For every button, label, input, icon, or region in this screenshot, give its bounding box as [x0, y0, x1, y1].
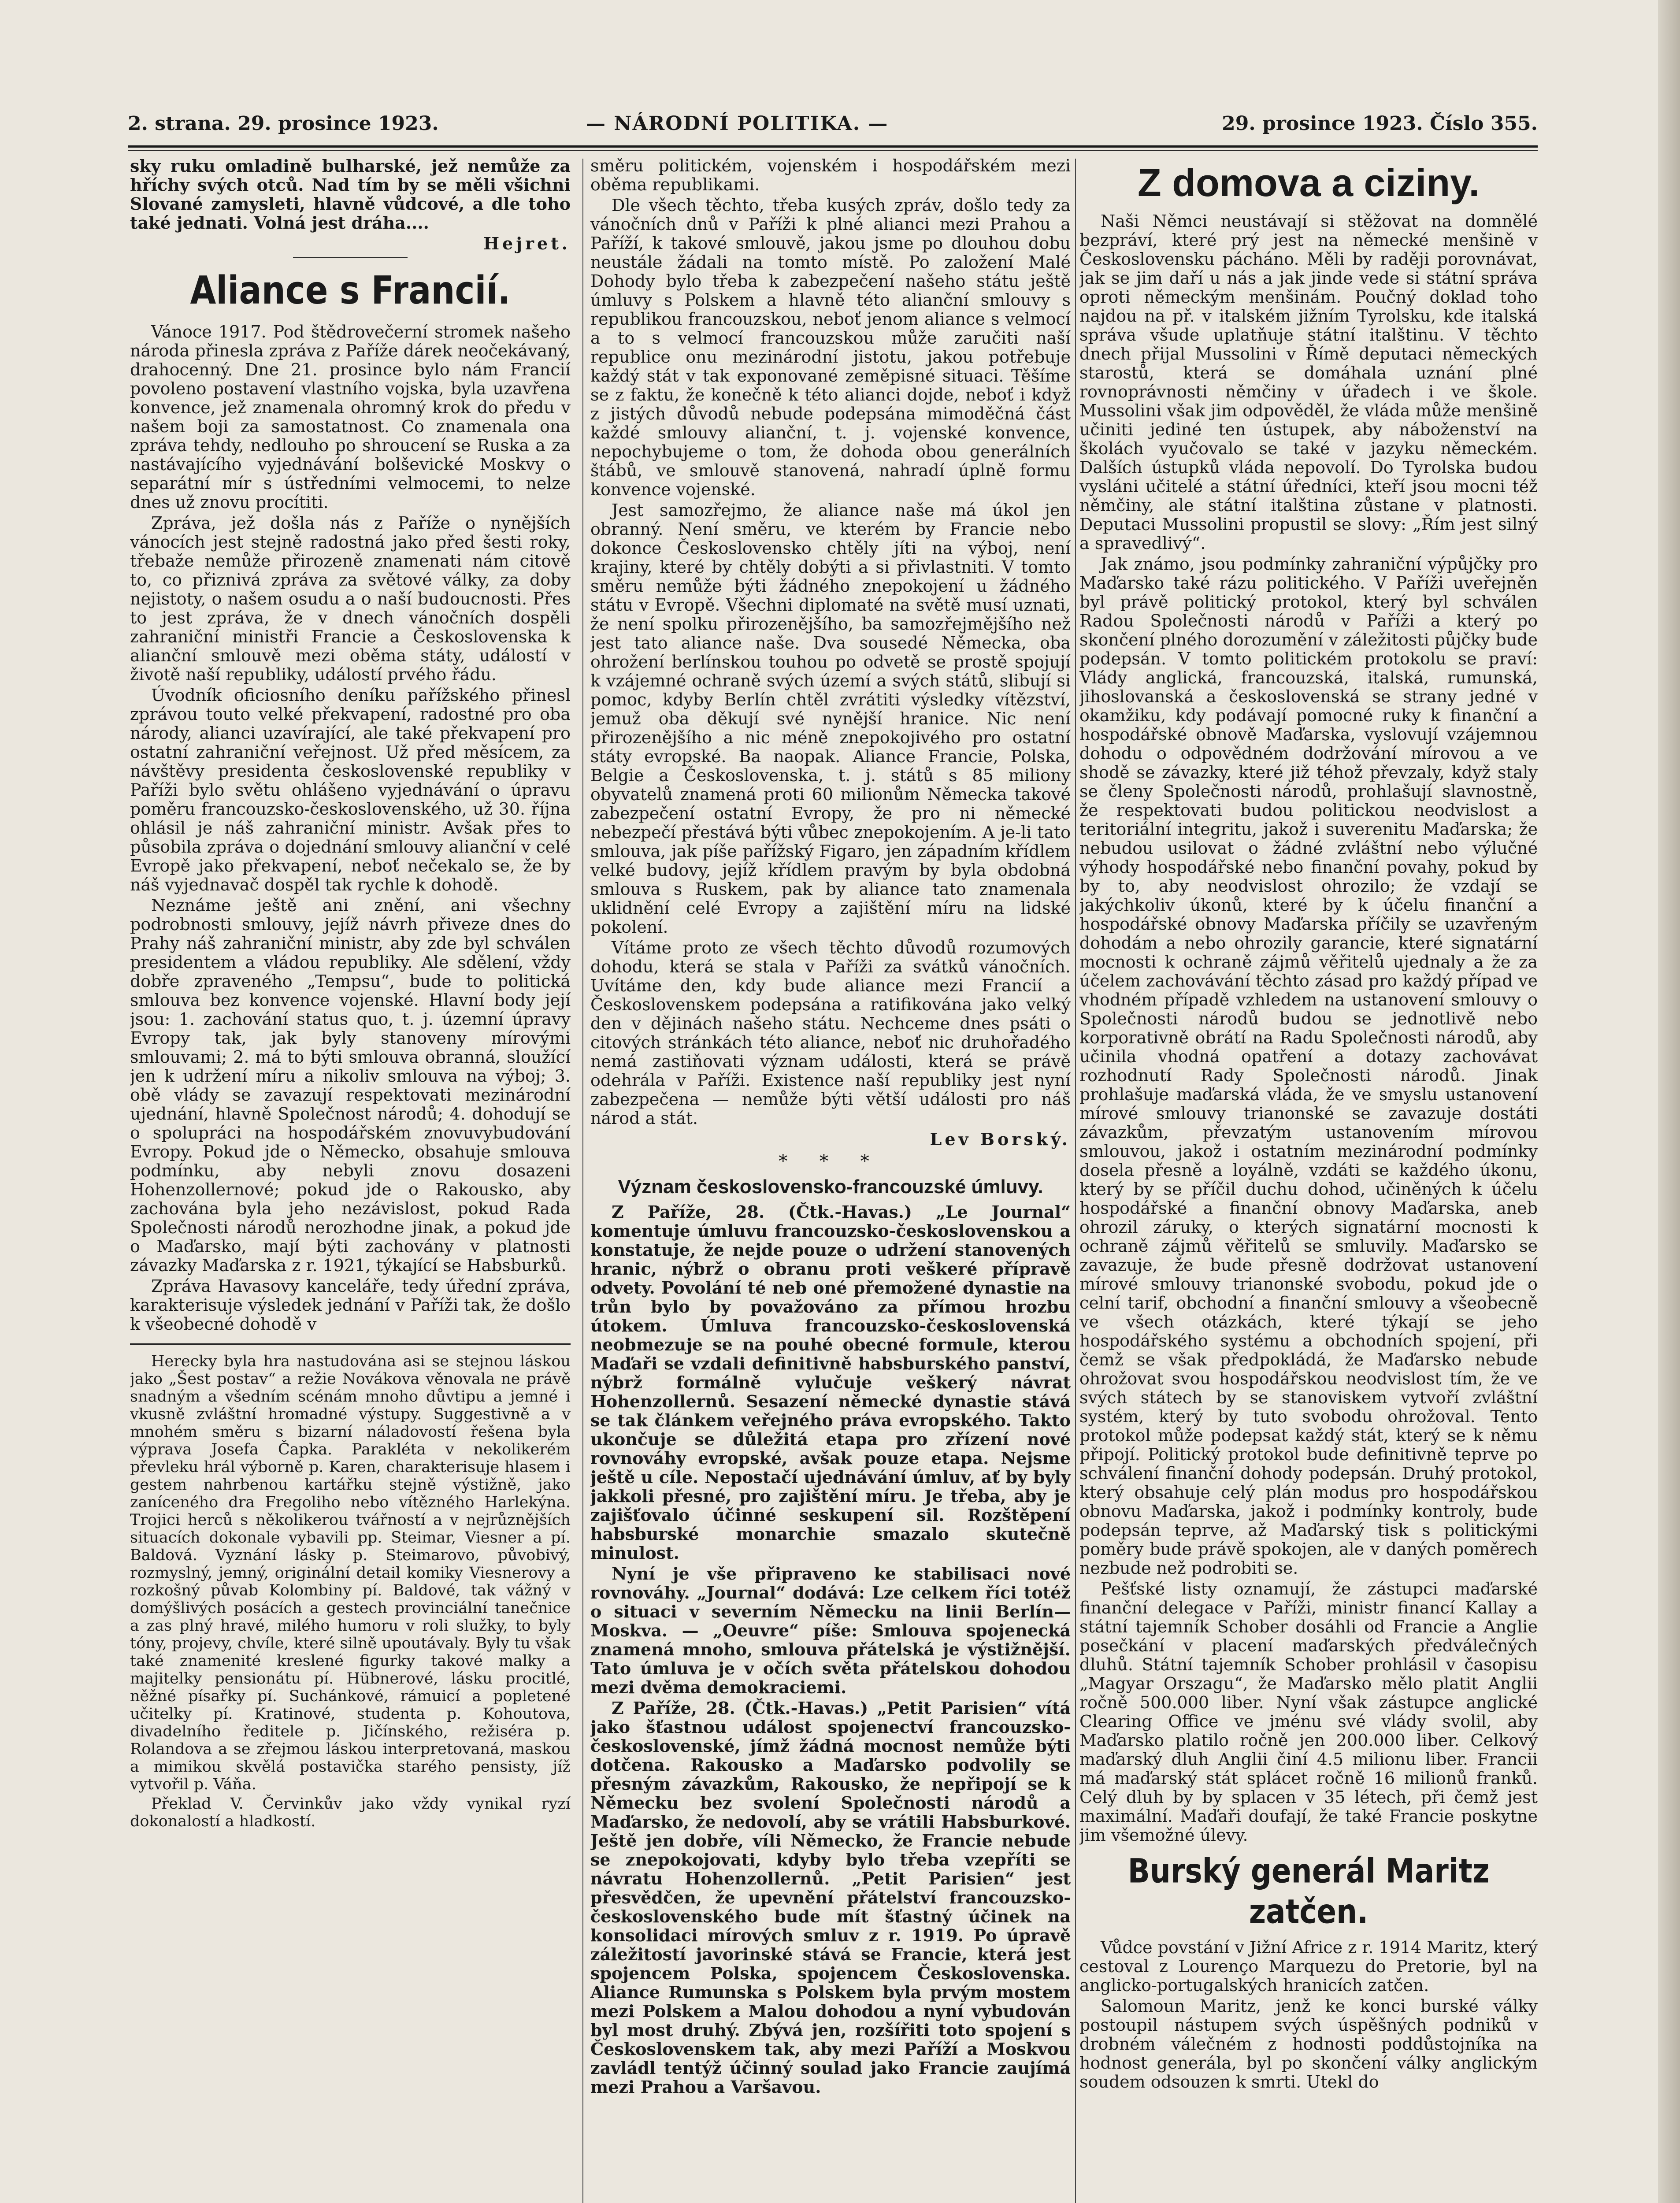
article-paragraph: Neznáme ještě ani znění, ani všechny podrobnosti smlouvy, jejíž návrh přiveze dnes do Prahy náš zahraniční ministr, aby zde byl schválen presidentem a vládou republiky. Ale sdělení, vždy dobře zpraveného „Tempsu“, bude to politická smlouva bez konvence vojenské. Hlavní body její jsou: 1. zachování status quo, t. j. územní úpravy Evropy tak, jak byly stanoveny mírovými smlouvami; 2. má to býti smlouva obranná, sloužící jen k udržení míru a nikoliv smlouva na výboj; 3. obě vlády se zavazují respektovati mezinárodní ujednání, hlavně Společnost národů; 4. dohodují se o spolupráci na hospodářském znovuvybudování Evropy. Pokud jde o Německo, obsahuje smlouva podmínku, aby nebyli znovu dosazeni Hohenzollernové; pokud jde o Rakousko, aby zachována byla jeho nezávislost, pokud Rada Společnosti národů nerozhodne jinak, a pokud jde o Maďarsko, mají býti zachovány v platnosti závazky Maďarska z r. 1921, týkající se Habsburků. — [130, 896, 571, 1275]
news-paragraph: Naši Němci neustávají si stěžovat na domnělé bezpráví, které prý jest na německé menšině v Československu pácháno. Měli by raději porovnávat, jak se jim daří u nás a jak jinde vede si státní správa oproti německým menšinám. Poučný doklad toho najdou na př. v italském jižním Tyrolsku, kde italská správa všude uplatňuje státní italštinu. V těchto dnech přijal Mussolini v Římě deputaci německých starostů, která se domáhala uznání plné rovnoprávnosti němčiny v úřadech i ve škole. Mussolini však jim odpověděl, že vláda může menšině učiniti jediné ten ústupek, aby náboženství na školách vyučovalo se také v jazyku německém. Dalších ústupků vláda nepovolí. Do Tyrolska budou vysláni učitelé a státní úředníci, kteří jsou mocni též němčiny, ale státní italština zůstane v platnosti. Deputaci Mussolini propustil se slovy: „Řím jest silný a spravedlivý“. — [1079, 211, 1538, 553]
news-paragraph: Z Paříže, 28. (Čtk.-Havas.) „Petit Parisien“ vítá jako šťastnou událost spojenectví francouzsko-československé, jímž žádná mocnost nemůže býti dotčena. Rakousko a Maďarsko podvolily se přesným závazkům, Rakousko, že nepřipojí se k Německu bez svolení Společnosti národů a Maďarsko, že nedovolí, aby se vrátili Habsburkové. Ještě jen dobře, víli Německo, že Francie nebude se znepokojovati, kdyby bylo třeba vzepříti se návratu Hohenzollernů. „Petit Parisien“ jest přesvědčen, že upevnění přátelství francouzsko-československého bude mít šťastný účinek na konsolidaci mírových smluv z r. 1919. Po úpravě záležitostí javorinské stává se Francie, která jest spojencem Polska, spojencem Československa. Aliance Rumunska s Polskem byla prvým mostem mezi Polskem a Malou dohodou a nyní vybudován byl most druhý. Zbývá jen, rozšířiti toto spojení s Československem tak, aby mezi Paříží a Moskvou zavládl tentýž účinný soulad jako Francie zaujímá mezi Prahou a Varšavou. — [590, 1698, 1071, 2097]
news-paragraph: Jak známo, jsou podmínky zahraniční výpůjčky pro Maďarsko také rázu politického. V Paříži uveřejněn byl právě politický protokol, který byl schválen Radou Společnosti národů v Paříži a který po skončení plného dorozumění v záležitosti půjčky bude podepsán. V tomto politickém protokolu se praví: Vlády anglická, francouzská, italská, rumunská, jihoslovanská a československá se strany jedné v okamžiku, kdy podávají pomocné ruky k finanční a hospodářské obnově Maďarska, vyslovují vzájemnou dohodu o odpovědném dodržování mírovou a ve shodě se závazky, které již téhož převzaly, když staly se členy Společnosti národů, prohlašují slavnostně, že respektovati budou politickou neodvislost a teritoriální integritu, jakož i suverenitu Maďarska; že nebudou usilovat o žádné zvláštní nebo výlučné výhody hospodářské nebo finanční povahy, pokud by by to, aby neodvislost ohrozilo; že vzdají se jakýchkoliv úkonů, které by k účelu finanční a hospodářské obnovy Maďarska příčily se uzavřeným dohodám a nebo ohrozily garancie, které signatární mocnosti k ochraně zájmů věřitelů ujednaly a že za účelem zachovávání těchto zásad pro každý případ ve vhodném případě vzhledem na ustanovení smlouvy o Společnosti národů budou se jednotlivě nebo korporativně obrátí na Radu Společnosti národů, aby učinila vhodná opatření a dotazy zachovávat rozhodnutí Rady Společnosti národů. Jinak prohlašuje maďarská vláda, že ve smyslu ustanovení mírové smlouvy trianonské se zavazuje dostáti závazkům, převzatým ustanovením mírovou smlouvou, jakož i ostatním mezinárodní podmínky dosela přesně a loyálně, vzdáti se každého úkonu, který by se příčil duchu dohod, učiněných k účelu hospodářské a finanční obnovy Maďarska, aneb ohrozil záruky, o kterých signatární mocnosti k ochraně zájmů věřitelů se smluvily. Maďarsko se zavazuje, že bude přesně dodržovat ustanovení mírové smlouvy trianonské svobodu, pokud jde o celní tarif, obchodní a finanční smlouvy a všeobecně ve všech otázkách, které týkají se jeho hospodářského systému a obchodních spojení, při čemž se však předpokládá, že Maďarsko nebude ohrožovat svou hospodářskou neodvislost tím, že ve svých státech by se stanoviskem vytvoří zvláštní systém, který by tuto svobodu ohrožoval. Tento protokol může podepsat každý stát, který se k němu připojí. Politický protokol bude definitivně teprve po schválení finanční dohody podepsán. Druhý protokol, který obsahuje celý plán modus pro hospodářskou obnovu Maďarska, jakož i podmínky kontroly, bude podepsán teprve, až Maďarský tisk s politickými poměry bude právě spokojen, ale v daných poměrech nezbude než podrobiti se. — [1079, 554, 1538, 1578]
header-date-right: 29. prosince 1923. Číslo 355. — [1222, 112, 1538, 135]
news-paragraph: Salomoun Maritz, jenž ke konci burské války postoupil nástupem svých úspěšných podniků v drobném válečném z hodnosti poddůstojníka na hodnost generála, byl po skončení války anglickým soudem odsouzen k smrti. Utekl do — [1079, 1996, 1538, 2092]
news-paragraph: Pešťské listy oznamují, že zástupci maďarské finanční delegace v Paříži, ministr financí Kallay a státní tajemník Schober dosáhli od Francie a Anglie posečkání v placení maďarských předválečných dluhů. Státní tajemník Schober prohlásil v časopisu „Magyar Orszagu“, že Maďarsko mělo platit Anglii ročně 500.000 liber. Nyní však zástupce anglické Clearing Office ve jménu své vlády svolil, aby Maďarsko platilo ročně jen 200.000 liber. Celkový maďarský dluh Anglii činí 4.5 milionu liber. Francii má maďarský stát splácet ročně 16 milionů franků. Celý dluh by by splacen v 35 létech, při čemž jest maximální. Maďaři doufají, že také Francie poskytne jim všemožné úlevy. — [1079, 1579, 1538, 1845]
article-headline: Význam československo-francouzské úmluvy. — [618, 1176, 1043, 1198]
header-rule — [128, 145, 1538, 148]
article-headline: Burský generál Maritz zatčen. — [1127, 1851, 1490, 1931]
author-signature: Hejret. — [483, 234, 571, 253]
article-paragraph: směru politickém, vojenském i hospodářském mezi oběma republikami. — [590, 156, 1071, 194]
section-stars: * * * — [779, 1151, 883, 1172]
article-paragraph: Zpráva, jež došla nás z Paříže o nynějších vánocích jest stejně radostná jako před šesti roky, třebaže nemůže přirozeně znamenati nám citově to, co přiznivá zpráva za světové války, za doby nejistoty, o našem osudu a o naší budoucnosti. Přes to jest zpráva, že v dnech vánočních dospěli zahraniční ministři Francie a Československa k alianční smlouvě mezi oběma státy, událostí v životě naší republiky, událostí prvého řádu. — [130, 513, 571, 684]
news-paragraph: Vůdce povstání v Jižní Africe z r. 1914 Maritz, který cestoval z Lourenço Marquezu do Pretorie, byl na anglicko-portugalských hranicích zatčen. — [1079, 1938, 1538, 1995]
column-1 — [130, 156, 571, 2203]
article-paragraph: Dle všech těchto, třeba kusých zpráv, došlo tedy za vánočních dnů v Paříži k plné alianci mezi Prahou a Paříží, k takové smlouvě, jakou jsme po dlouhou dobu neustále žádali na tomto místě. Po založení Malé Dohody bylo třeba k zabezpečení našeho státu ještě úmluvy s Polskem a hlavně této alianční smlouvy s republikou francouzskou, neboť jenom aliance s velmocí a to s velmocí francouzskou může zaručiti naší republice onu mezinárodní jistotu, jakou potřebuje každý stát v tak exponované zeměpisné situaci. Těšíme se z faktu, že konečně k této alianci dojde, neboť i když z jistých důvodů nebude podepsána mimoděčná část každé smlouvy alianční, t. j. vojenské konvence, nepochybujeme o tom, že dohoda obou generálních štábů, ve smlouvě stanovená, nahradí úplně formu konvence vojenské. — [590, 196, 1071, 499]
article-continuation: sky ruku omladině bulharské, jež nemůže za hříchy svých otců. Nad tím by se měli všichni Slované zamysleti, hlavně vůdcové, a dle toho také jednati. Volná jest dráha.... — [130, 156, 571, 233]
article-paragraph: Zpráva Havasovy kanceláře, tedy úřední zpráva, karakterisuje výsledek jednání v Paříži tak, že došlo k všeobecné dohodě v — [130, 1276, 571, 1334]
article-paragraph: Úvodník oficiosního deníku pařížského přinesl zprávou touto velké překvapení, radostné pro oba národy, alianci uzavírající, ale také překvapení pro ostatní zahraniční veřejnost. Už před měsícem, za návštěvy presidenta československé republiky v Paříži bylo světu ohlášeno vyjednávání o úpravu poměru francouzsko-československého, už 30. října ohlásil je náš zahraniční ministr. Avšak přes to působila zpráva o dojednání smlouvy alianční v celé Evropě jako překvapení, neboť nečekalo se, že by náš vyjednavač dospěl tak rychle k dohodě. — [130, 686, 571, 894]
author-signature: Lev Borský. — [930, 1129, 1071, 1149]
column-3 — [1079, 156, 1538, 2203]
column-divider — [582, 159, 583, 2203]
theatre-review-paragraph: Herecky byla hra nastudována asi se stejnou láskou jako „Šest postav“ a režie Novákova věnovala ne právě snadným a všedním scénám mnoho důvtipu a jemné i vkusně zvláštní hromadné výstupy. Suggestivně a v mnohém směru s bizarní náladovostí řešena byla výprava Josefa Čapka. Paraklétа v nekolikerém převleku hrál výborně p. Karen, charakterisuje hlasem i gestem nahrbenou kartářku stejně výstižně, jako zaníceného dra Fregoliho nebo vítězného Harlekýna. Trojici herců s několikerou tvářností a v nejrůznějších situacích dokonale vybavili pp. Steimar, Viesner a pí. Baldová. Vyznání lásky p. Steimarovo, půvobivý, rozmyslný, jemný, originální detail komiky Viesnerovy a rozkošný půvab Kolombiny pí. Baldové, tak vážný v domýšlivých posácích a gestech provinciální tanečnice a zas plný hravé, milého humoru v roli služky, to byly tóny, projevy, chvíle, které silně upoutávaly. Byly tu však také znamenité kreslené figurky takové malky a majitelky pensionátu pí. Hübnerové, lásku procitlé, něžné písařky pí. Suchánkové, rámuicí a popletené učitelky pí. Kratinové, studenta p. Kohoutova, divadelního ředitele p. Jičínského, režiséra p. Rolandova a se zřejmou láskou interpretovaná, maskou a mimikou skvělá postavička starého pensisty, jíž vytvořil p. Váňa. — [130, 1353, 571, 1793]
masthead-title: — NÁRODNÍ POLITIKA. — — [586, 112, 889, 135]
section-divider — [130, 1343, 571, 1345]
page-edge — [1658, 0, 1680, 2203]
separator — [293, 257, 408, 258]
header-rule-thin — [128, 150, 1538, 151]
theatre-review-paragraph: Překlad V. Červinkův jako vždy vynikal ryzí dokonalostí a hladkostí. — [130, 1795, 571, 1830]
news-paragraph: Nyní je vše připraveno ke stabilisaci nové rovnováhy. „Journal“ dodává: Lze celkem říci totéž o situaci v severním Německu na linii Berlín—Moskva. — „Oeuvre“ píše: Smlouva spojenecká znamená mnoho, smlouva přátelská je výstižnější. Tato úmluva je v očích světa přátelskou dohodou mezi dvěma demokraciemi. — [590, 1564, 1071, 1697]
article-paragraph: Vánoce 1917. Pod štědrovečerní stromek našeho národa přinesla zpráva z Paříže dárek neočekávaný, drahocenný. Dne 21. prosince bylo nám Francií povoleno postavení vlastního vojska, byla uzavřena konvence, jež znamenala ohromný krok do předu v našem boji za samostatnost. Co znamenala ona zpráva tehdy, nedlouho po shroucení se Ruska a za nastávajícího vyjednávání bolševické Moskvy o separátní mír s ústředními velmocemi, to nelze dnes už znovu procítiti. — [130, 322, 571, 512]
article-headline: Aliance s Francií. — [190, 267, 511, 313]
column-divider — [1075, 159, 1076, 2203]
section-headline: Z domova a ciziny. — [1138, 161, 1480, 204]
news-paragraph: Z Paříže, 28. (Čtk.-Havas.) „Le Journal“ komentuje úmluvu francouzsko-československou a konstatuje, že nejde pouze o udržení stanovených hranic, nýbrž o obranu proti veškeré přípravě odvety. Povolání té neb oné přemožené dynastie na trůn bylo by považováno za přímou hrozbu útokem. Úmluva francouzsko-československá neobmezuje se na pouhé obecné formule, kterou Maďaři se vzdali definitivně habsburského panství, nýbrž formálně vylučuje veškerý návrat Hohenzollernů. Sesazení německé dynastie stává se tak článkem veřejného práva evropského. Takto ukončuje se důležitá etapa pro zřízení nové rovnováhy evropské, avšak pouze etapa. Nejsme ještě u cíle. Nepostačí ujednávání úmluv, ať by byly jakkoli přesné, pro zajištění míru. Je třeba, aby je zajišťovalo účinné seskupení sil. Rozštěpení habsburské monarchie smazalo skutečně minulost. — [590, 1202, 1071, 1563]
article-paragraph: Jest samozřejmo, že aliance naše má úkol jen obranný. Není směru, ve kterém by Francie nebo dokonce Československo chtěly jíti na výboj, není krajiny, které by chtěly dobýti a si přivlastniti. V tomto směru nemůže býti žádného znepokojení u žádného státu v Evropě. Všechni diplomaté na světě musí uznati, že není spolku přirozenějšího, ba samozřejmějšího než jest tato aliance naše. Dva sousedé Německa, oba ohrožení berlínskou touhou po odvetě se prostě spojují k vzájemné ochraně svých území a svých států, slibují si pomoc, kdyby Berlín chtěl zvrátiti výsledky vítězství, jemuž oba děkují své nynější hranice. Nic není přirozenějšího a nic méně znepokojivého pro ostatní státy evropské. Ba naopak. Aliance Francie, Polska, Belgie a Československa, t. j. států s 85 miliony obyvatelů znamená proti 60 milionům Německa takové zabezpečení ostatní Evropy, že pro ni německé nebezpečí přestává býti vůbec znepokojením. A je-li tato smlouva, jak píše pařížský Figaro, jen západním křídlem velké budovy, jejíž křídlem pravým by byla obdobná smlouva s Ruskem, pak by aliance tato znamenala uklidnění celé Evropy a zajištění míru na lidské pokolení. — [590, 501, 1071, 937]
column-2 — [590, 156, 1071, 2203]
article-paragraph: Vítáme proto ze všech těchto důvodů rozumových dohodu, která se stala v Paříži za svátků vánočních. Uvítáme den, kdy bude aliance mezi Francií a Československem podepsána a ratifikována jako velký den v dějinách našeho státu. Nechceme dnes psáti o citových stránkách této aliance, neboť nic druhořadého nemá zastiňovati význam události, která se právě odehrála v Paříži. Existence naší republiky jest nyní zabezpečena — nemůže býti větší události pro náš národ a stát. — [590, 938, 1071, 1128]
header-date-left: 2. strana. 29. prosince 1923. — [128, 112, 439, 135]
